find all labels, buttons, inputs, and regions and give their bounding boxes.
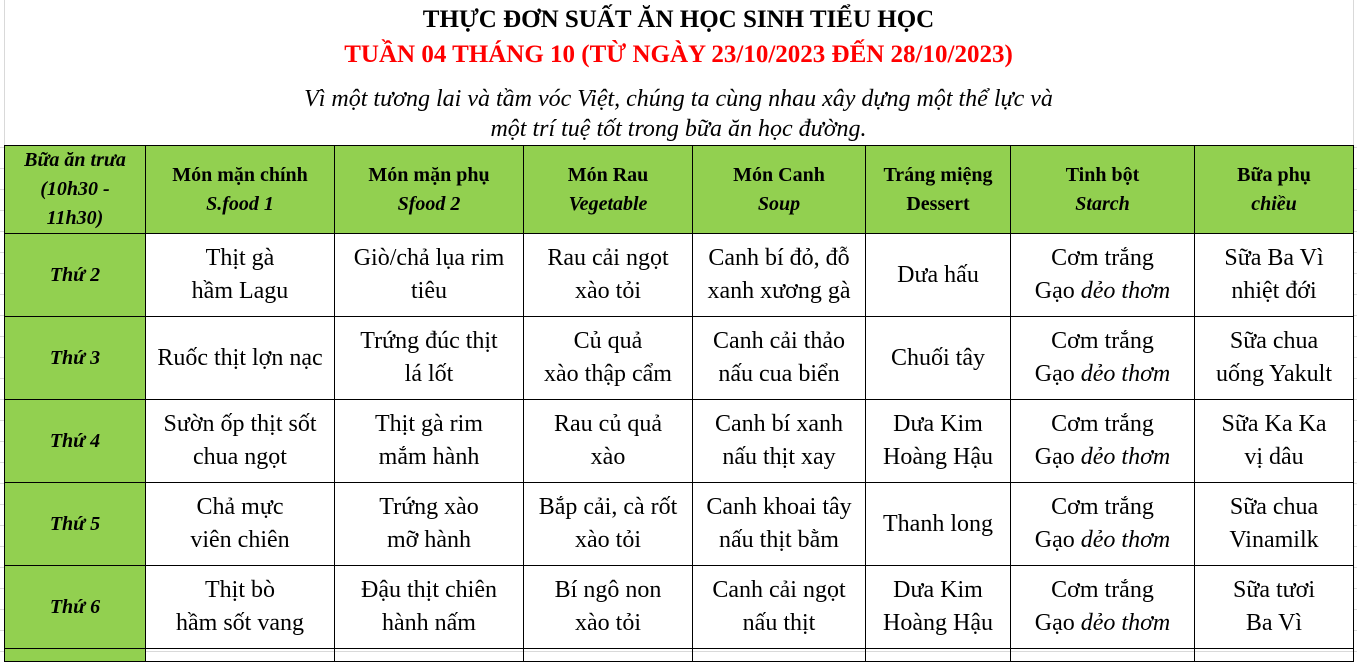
cell-side-line1: Thịt gà rim bbox=[375, 411, 483, 437]
cell-veg-line1: Củ quả bbox=[573, 328, 643, 354]
table-row bbox=[5, 483, 1354, 566]
cell-main bbox=[146, 317, 335, 400]
cell-main-line2: hầm sốt vang bbox=[176, 610, 304, 636]
cell-veg-line2: xào bbox=[590, 444, 626, 470]
day-label: Thứ 3 bbox=[5, 317, 146, 400]
cell-dessert-line2: Hoàng Hậu bbox=[883, 610, 993, 636]
cell-starch-rice: Gạo bbox=[1034, 278, 1075, 304]
header-dessert bbox=[866, 146, 1011, 234]
cell-main bbox=[146, 483, 335, 566]
cell-side-line2: tiêu bbox=[411, 278, 447, 304]
cell-soup-line2: nấu thịt bbox=[742, 610, 816, 636]
header-dessert-en: Dessert bbox=[906, 192, 970, 215]
header-meal-line3: 11h30) bbox=[46, 207, 104, 229]
cell-soup bbox=[693, 317, 866, 400]
cell-veg-line2: xào tỏi bbox=[575, 278, 641, 304]
cell-starch-line1: Cơm trắng bbox=[1051, 411, 1154, 437]
cell-snack bbox=[1195, 400, 1354, 483]
header-side bbox=[335, 146, 524, 234]
title-block bbox=[0, 0, 1357, 145]
header-soup-en: Soup bbox=[757, 192, 801, 215]
slogan-line-2: một trí tuệ tốt trong bữa ăn học đường. bbox=[490, 116, 867, 142]
cell-dessert bbox=[866, 317, 1011, 400]
day-label: Thứ 2 bbox=[5, 234, 146, 317]
cell-snack-line2: Ba Vì bbox=[1245, 610, 1303, 636]
cell-side bbox=[335, 317, 524, 400]
cell-soup-line1: Canh cải ngọt bbox=[712, 577, 846, 603]
cell-main-line2: hầm Lagu bbox=[191, 278, 289, 304]
cell-soup-line2: nấu thịt bằm bbox=[719, 527, 839, 553]
cell-starch-line1: Cơm trắng bbox=[1051, 577, 1154, 603]
cell-starch bbox=[1011, 483, 1195, 566]
header-main-vi: Món mặn chính bbox=[172, 163, 308, 186]
cell-starch-quality: dẻo thơm bbox=[1080, 278, 1171, 304]
header-veg-en: Vegetable bbox=[568, 192, 648, 215]
cell-side-line1: Trứng xào bbox=[379, 494, 479, 520]
day-label: Thứ 5 bbox=[5, 483, 146, 566]
cell-side-line1: Giò/chả lụa rim bbox=[353, 245, 505, 271]
cell-dessert bbox=[866, 234, 1011, 317]
cell-soup-line1: Canh cải thảo bbox=[713, 328, 845, 354]
cell-main-line1: Ruốc thịt lợn nạc bbox=[157, 344, 323, 371]
header-side-vi: Món mặn phụ bbox=[368, 163, 490, 186]
cell-soup bbox=[693, 234, 866, 317]
cell-veg-line1: Rau cải ngọt bbox=[547, 245, 669, 271]
cell-dessert-line2: Hoàng Hậu bbox=[883, 444, 993, 470]
cell-veg bbox=[524, 400, 693, 483]
cell-dessert-line1: Chuối tây bbox=[891, 344, 985, 371]
empty-cell bbox=[1011, 649, 1195, 662]
menu-title: THỰC ĐƠN SUẤT ĂN HỌC SINH TIỂU HỌC bbox=[422, 6, 935, 33]
cell-side-line2: hành nấm bbox=[382, 610, 476, 636]
slogan bbox=[0, 84, 1357, 144]
menu-body bbox=[5, 234, 1354, 662]
cell-starch-line2 bbox=[1011, 607, 1194, 640]
cell-starch-line2 bbox=[1011, 441, 1194, 474]
cell-veg-line2: xào tỏi bbox=[575, 610, 641, 636]
cell-snack-line1: Sữa chua bbox=[1229, 328, 1319, 354]
header-main-en: S.food 1 bbox=[206, 192, 274, 215]
cell-main-line1: Chả mực bbox=[196, 494, 284, 520]
header-main bbox=[146, 146, 335, 234]
cell-snack-line2: uống Yakult bbox=[1215, 361, 1333, 387]
header-soup-vi: Món Canh bbox=[733, 163, 825, 186]
cell-snack-line2: vị dâu bbox=[1244, 444, 1304, 470]
cell-starch-quality: dẻo thơm bbox=[1080, 444, 1171, 470]
cell-starch-line2 bbox=[1011, 358, 1194, 391]
empty-cell bbox=[693, 649, 866, 662]
week-range: TUẦN 04 THÁNG 10 (TỪ NGÀY 23/10/2023 ĐẾN 28/10/2023) bbox=[344, 41, 1013, 68]
cell-veg-line1: Bắp cải, cà rốt bbox=[538, 494, 678, 520]
day-label: Thứ 4 bbox=[5, 400, 146, 483]
cell-soup-line1: Canh bí xanh bbox=[715, 411, 843, 437]
table-row bbox=[5, 566, 1354, 649]
cell-dessert bbox=[866, 566, 1011, 649]
cell-starch-rice: Gạo bbox=[1034, 527, 1075, 553]
cell-veg bbox=[524, 234, 693, 317]
header-soup bbox=[693, 146, 866, 234]
empty-cell bbox=[1195, 649, 1354, 662]
cell-starch-rice: Gạo bbox=[1034, 444, 1075, 470]
cell-snack-line1: Sữa Ba Vì bbox=[1224, 245, 1324, 271]
table-row bbox=[5, 234, 1354, 317]
cell-main bbox=[146, 400, 335, 483]
cell-snack-line2: Vinamilk bbox=[1229, 527, 1319, 553]
cell-dessert bbox=[866, 483, 1011, 566]
header-dessert-vi: Tráng miệng bbox=[883, 163, 993, 186]
empty-cell bbox=[866, 649, 1011, 662]
menu-table bbox=[4, 145, 1354, 662]
cell-starch-quality: dẻo thơm bbox=[1080, 527, 1171, 553]
cell-soup bbox=[693, 483, 866, 566]
cell-veg bbox=[524, 317, 693, 400]
cell-soup bbox=[693, 400, 866, 483]
cell-main bbox=[146, 566, 335, 649]
cell-starch bbox=[1011, 566, 1195, 649]
cell-starch-rice: Gạo bbox=[1034, 361, 1075, 387]
header-meal bbox=[5, 146, 146, 234]
cell-snack bbox=[1195, 234, 1354, 317]
table-row bbox=[5, 317, 1354, 400]
cell-snack-line1: Sữa chua bbox=[1229, 494, 1319, 520]
cell-side-line2: lá lốt bbox=[404, 361, 454, 387]
sheet-gridline bbox=[1353, 0, 1354, 145]
cell-snack bbox=[1195, 566, 1354, 649]
empty-cell bbox=[335, 649, 524, 662]
cell-dessert-line1: Dưa hấu bbox=[897, 261, 979, 288]
cell-side bbox=[335, 234, 524, 317]
cell-starch bbox=[1011, 234, 1195, 317]
header-side-en: Sfood 2 bbox=[397, 192, 461, 215]
table-row bbox=[5, 400, 1354, 483]
cell-starch-line1: Cơm trắng bbox=[1051, 245, 1154, 271]
cell-soup-line2: xanh xương gà bbox=[707, 278, 851, 304]
cell-side bbox=[335, 566, 524, 649]
cell-main-line1: Thịt bò bbox=[205, 577, 275, 603]
cell-veg-line2: xào tỏi bbox=[575, 527, 641, 553]
header-row bbox=[5, 146, 1354, 234]
header-meal-line2: (10h30 - bbox=[40, 178, 110, 200]
cell-soup-line1: Canh bí đỏ, đỗ bbox=[708, 245, 850, 271]
cell-side-line1: Trứng đúc thịt bbox=[360, 328, 498, 354]
header-meal-line1: Bữa ăn trưa bbox=[24, 149, 126, 171]
day-label: Thứ 6 bbox=[5, 566, 146, 649]
header-snack-en: chiều bbox=[1251, 192, 1297, 215]
cell-starch-line1: Cơm trắng bbox=[1051, 494, 1154, 520]
cell-soup bbox=[693, 566, 866, 649]
cell-side-line2: mắm hành bbox=[378, 444, 480, 470]
cell-dessert-line1: Dưa Kim bbox=[893, 411, 983, 437]
header-starch-vi: Tinh bột bbox=[1065, 163, 1140, 186]
cell-side bbox=[335, 483, 524, 566]
cell-snack-line2: nhiệt đới bbox=[1231, 278, 1317, 304]
empty-cell bbox=[146, 649, 335, 662]
cell-snack-line1: Sữa Ka Ka bbox=[1221, 411, 1327, 437]
cell-starch-quality: dẻo thơm bbox=[1080, 610, 1171, 636]
slogan-line-1: Vì một tương lai và tầm vóc Việt, chúng ta cùng nhau xây dựng một thể lực và bbox=[304, 86, 1053, 112]
cell-dessert-line1: Dưa Kim bbox=[893, 577, 983, 603]
cell-side-line2: mỡ hành bbox=[386, 527, 471, 553]
cell-veg-line1: Rau củ quả bbox=[554, 411, 662, 437]
cell-starch-quality: dẻo thơm bbox=[1080, 361, 1171, 387]
cell-main-line2: chua ngọt bbox=[193, 444, 287, 470]
cell-veg-line2: xào thập cẩm bbox=[544, 361, 672, 387]
cell-dessert bbox=[866, 400, 1011, 483]
cell-starch bbox=[1011, 317, 1195, 400]
cell-side bbox=[335, 400, 524, 483]
cell-veg-line1: Bí ngô non bbox=[554, 577, 662, 603]
cell-main-line1: Thịt gà bbox=[205, 245, 275, 271]
cell-veg bbox=[524, 566, 693, 649]
empty-cell bbox=[5, 649, 146, 662]
cell-main-line2: viên chiên bbox=[190, 527, 290, 553]
cell-starch bbox=[1011, 400, 1195, 483]
cell-main-line1: Sườn ốp thịt sốt bbox=[163, 411, 317, 437]
cell-starch-line1: Cơm trắng bbox=[1051, 328, 1154, 354]
header-snack-vi: Bữa phụ bbox=[1237, 163, 1311, 186]
cell-starch-rice: Gạo bbox=[1034, 610, 1075, 636]
cell-snack-line1: Sữa tươi bbox=[1232, 577, 1316, 603]
cell-snack bbox=[1195, 317, 1354, 400]
header-snack bbox=[1195, 146, 1354, 234]
cell-soup-line2: nấu cua biển bbox=[718, 361, 840, 387]
sheet-gridline bbox=[4, 0, 5, 145]
table-row-partial bbox=[5, 649, 1354, 662]
header-starch-en: Starch bbox=[1075, 192, 1130, 215]
cell-snack bbox=[1195, 483, 1354, 566]
cell-soup-line1: Canh khoai tây bbox=[706, 494, 852, 520]
cell-main bbox=[146, 234, 335, 317]
cell-soup-line2: nấu thịt xay bbox=[722, 444, 836, 470]
header-starch bbox=[1011, 146, 1195, 234]
header-veg-vi: Món Rau bbox=[567, 163, 649, 186]
cell-starch-line2 bbox=[1011, 524, 1194, 557]
cell-dessert-line1: Thanh long bbox=[883, 510, 993, 537]
header-veg bbox=[524, 146, 693, 234]
cell-starch-line2 bbox=[1011, 275, 1194, 308]
cell-side-line1: Đậu thịt chiên bbox=[361, 577, 497, 603]
cell-veg bbox=[524, 483, 693, 566]
empty-cell bbox=[524, 649, 693, 662]
